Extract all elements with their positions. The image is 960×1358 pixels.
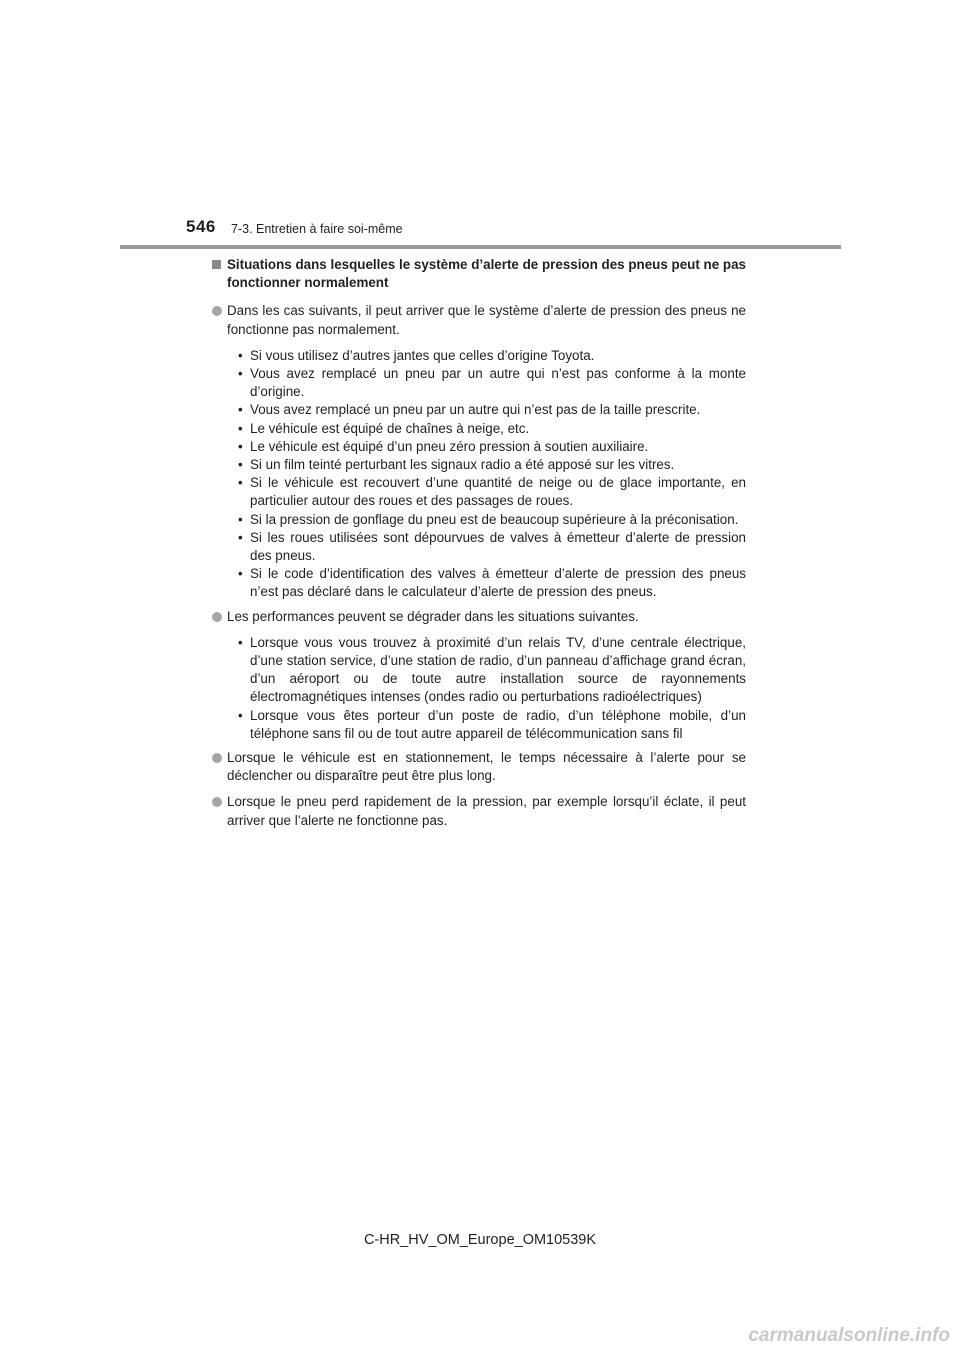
list-1 xyxy=(211,347,746,602)
paragraph-4 xyxy=(211,793,746,829)
page-number: 546 xyxy=(186,217,216,236)
paragraph-2 xyxy=(211,608,746,626)
circle-bullet-icon xyxy=(212,797,222,807)
list-item: • Si vous utilisez d’autres jantes que celles d’origine Toyota. xyxy=(238,347,595,363)
section-title: 7-3. Entretien à faire soi-même xyxy=(231,222,403,236)
list-item: • Vous avez remplacé un pneu par un autre qui n’est pas conforme à la monte d’origine. xyxy=(238,366,746,400)
list-2 xyxy=(211,634,746,743)
document-code: C-HR_HV_OM_Europe_OM10539K xyxy=(363,1232,597,1248)
paragraph-1 xyxy=(211,302,746,338)
list-item: • Lorsque vous êtes porteur d’un poste de radio, d’un téléphone mobile, d’un téléphone sans fil ou de tout autre appareil de télécommunication sans fil xyxy=(238,707,746,741)
circle-bullet-icon xyxy=(212,753,222,763)
paragraph-text: Lorsque le véhicule est en stationnement, le temps nécessaire à l’alerte pour se déclencher ou disparaître peut être plus long. xyxy=(227,750,746,784)
list-item: • Si les roues utilisées sont dépourvues de valves à émetteur d’alerte de pression des pneus. xyxy=(238,529,746,564)
watermark: carmanualsonline.info xyxy=(748,1325,950,1346)
list-item: • Si la pression de gonflage du pneu est de beaucoup supérieure à la préconisation. xyxy=(238,511,739,527)
paragraph-text: Lorsque le pneu perd rapidement de la pression, par exemple lorsqu’il éclate, il peut arriver que l’alerte ne fonctionne pas. xyxy=(227,794,746,828)
list-item: • Si le code d’identification des valves à émetteur d’alerte de pression des pneus n’est pas déclaré dans le calculateur d’alerte de pression des pneus. xyxy=(238,566,746,600)
heading-text: Situations dans lesquelles le système d’alerte de pression des pneus peut ne pas fonctionner normalement xyxy=(227,257,746,291)
list-item: • Si un film teinté perturbant les signaux radio a été apposé sur les vitres. xyxy=(238,457,675,473)
list-item: • Le véhicule est équipé d’un pneu zéro pression à soutien auxiliaire. xyxy=(238,438,649,454)
paragraph-text: Dans les cas suivants, il peut arriver que le système d’alerte de pression des pneus ne fonctionne pas normalement. xyxy=(227,303,746,337)
circle-bullet-icon xyxy=(212,306,222,316)
list-item: • Le véhicule est équipé de chaînes à neige, etc. xyxy=(238,420,530,436)
content xyxy=(211,256,746,838)
list-item: • Lorsque vous vous trouvez à proximité d’un relais TV, d’une centrale électrique, d’une station service, d’une station de radio, d’un panneau d’affichage grand écran, d’un aéroport ou de toute autre installation source de rayonnements électromagnétiques intenses (ondes radio ou perturbations radioélectriques) xyxy=(238,634,746,705)
list-item: • Vous avez remplacé un pneu par un autre qui n’est pas de la taille prescrite. xyxy=(238,402,701,418)
list-item: • Si le véhicule est recouvert d’une quantité de neige ou de glace importante, en particulier autour des roues et des passages de roues. xyxy=(238,475,746,509)
situations-heading xyxy=(211,256,746,292)
circle-bullet-icon xyxy=(212,612,222,622)
square-bullet-icon xyxy=(212,260,221,269)
header-rule xyxy=(120,245,841,249)
paragraph-text: Les performances peuvent se dégrader dans les situations suivantes. xyxy=(227,608,639,624)
paragraph-3 xyxy=(211,749,746,785)
